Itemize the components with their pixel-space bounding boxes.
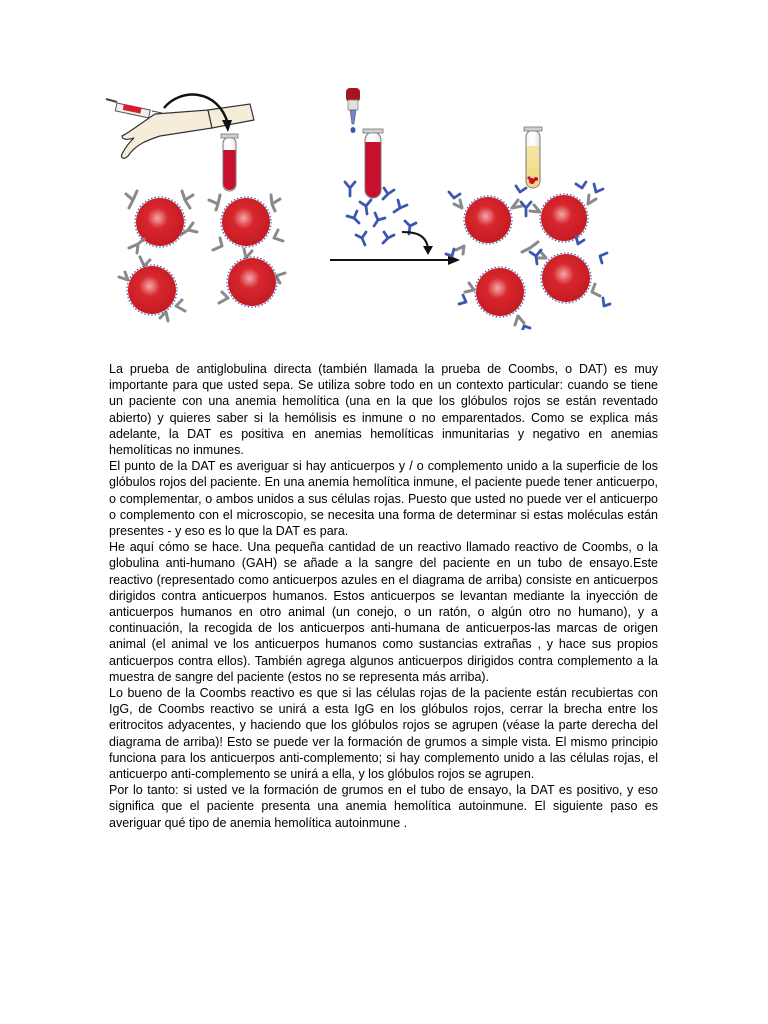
- paragraph: El punto de la DAT es averiguar si hay anticuerpos y / o complemento unido a la superficie de los glóbulos rojos del paciente. En una anemia hemolítica inmune, el paciente puede tener anticuerpo, o complementar, o ambos unidos a sus células rojas. Puesto que usted no puede ver el anticuerpo o complemento con el microscopio, se necesita una forma de determinar si estas moléculas están presentes - y eso es lo que la DAT es para.: [109, 459, 658, 539]
- antibody-icon: [446, 182, 610, 330]
- test-tube-icon: [363, 129, 383, 198]
- red-blood-cell-icon: [465, 195, 590, 316]
- coombs-diagram: [100, 80, 660, 330]
- paragraph: Lo bueno de la Coombs reactivo es que si las células rojas de la paciente están recubiertas con IgG, de Coombs reactivo se unirá a esta IgG en los glóbulos rojos, cerrar la brecha entre los eritrocitos adyacentes, y haciendo que los glóbulos rojos se agrupen (véase la parte derecha del diagrama de arriba)! Esto se puede ver la formación de grumos a simple vista. El mismo principio funciona para los anticuerpos anti-complemento; si hay complemento unido a las células rojas, el anticuerpo anti-complemento se unirá a ella, y los glóbulos rojos se agrupen.: [109, 686, 658, 782]
- test-tube-icon: [221, 134, 238, 191]
- curved-arrow: [402, 232, 428, 248]
- flow-arrow: [330, 255, 460, 265]
- red-blood-cell-icon: [128, 198, 276, 314]
- test-tube-icon: [524, 127, 542, 188]
- document-body: [109, 361, 658, 831]
- paragraph: Por lo tanto: si usted ve la formación de grumos en el tubo de ensayo, la DAT es positivo, y eso significa que el paciente presenta una anemia hemolítica autoinmune. El siguiente paso es averiguar qué tipo de anemia hemolítica autoinmune .: [109, 783, 658, 830]
- dropper-icon: [346, 88, 360, 133]
- paragraph: He aquí cómo se hace. Una pequeña cantidad de un reactivo llamado reactivo de Coombs, o la globulina anti-humano (GAH) se añade a la sangre del paciente en un tubo de ensayo.Este reactivo (representado como anticuerpos azules en el diagrama de arriba) consiste en anticuerpos dirigidos contra anticuerpos humanos. Estos anticuerpos se levantan mediante la inyección de anticuerpos humanos en otro animal (un conejo, o un ratón, o algún otro no humano), y a continuación, la recogida de los anticuerpos anti-humana de anticuerpos-las marcas de origen animal (el animal ve los anticuerpos humanos como sustancias extrañas , y hace sus propios anticuerpos contra ellos). También agrega algunos anticuerpos dirigidos contra complemento a la muestra de sangre del paciente (estos no se representa más arriba).: [109, 540, 658, 684]
- paragraph: La prueba de antiglobulina directa (también llamada la prueba de Coombs, o DAT) es muy importante para que usted sepa. Se utiliza sobre todo en un contexto particular: cuando se tiene un paciente con una anemia hemolítica (una en la que los glóbulos rojos se están reventado abierto) y quieres saber si la hemólisis es inmune o no emparentados. Como se explica más adelante, la DAT es positiva en anemias hemolíticas inmunitarias y negativo en anemias hemolíticas no inmunes.: [109, 362, 658, 458]
